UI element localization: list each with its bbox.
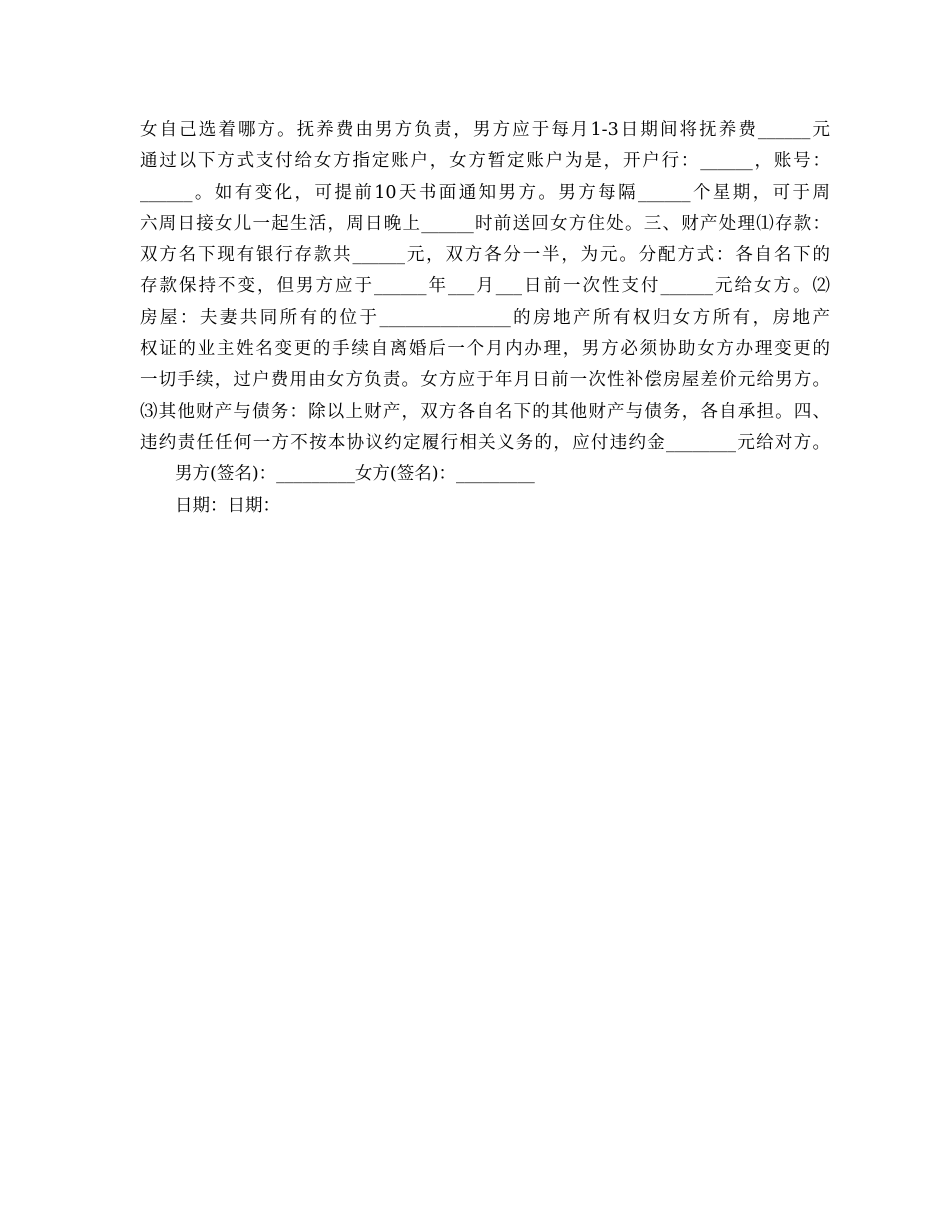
paragraph-line: 一切手续，过户费用由女方负责。女方应于年月日前一次性补偿房屋差价元给男方。 — [140, 370, 830, 391]
paragraph-line: 六周日接女儿一起生活，周日晚上______时前送回女方住处。三、财产处理⑴存款： — [140, 213, 830, 234]
paragraph-line: 存款保持不变，但男方应于______年___月___日前一次性支付______元给女方。⑵ — [140, 276, 830, 297]
paragraph-line: 违约责任任何一方不按本协议约定履行相关义务的，应付违约金________元给对方。 — [140, 432, 830, 453]
paragraph-line: ⑶其他财产与债务：除以上财产，双方各自名下的其他财产与债务，各自承担。四、 — [140, 401, 830, 422]
agreement-body — [140, 115, 830, 522]
paragraph-line: 通过以下方式支付给女方指定账户，女方暂定账户为是，开户行：______，账号： — [140, 151, 830, 172]
paragraph-line: ______。如有变化，可提前10天书面通知男方。男方每隔______个星期，可于周 — [140, 182, 830, 203]
date-line: 日期：日期： — [175, 495, 280, 516]
paragraph-line: 权证的业主姓名变更的手续自离婚后一个月内办理，男方必须协助女方办理变更的 — [140, 339, 830, 360]
paragraph-line: 双方名下现有银行存款共______元，双方各分一半，为元。分配方式：各自名下的 — [140, 245, 830, 266]
paragraph-line: 女自己选着哪方。抚养费由男方负责，男方应于每月1-3日期间将抚养费______元 — [140, 120, 830, 140]
signature-line: 男方(签名)：_________女方(签名)：_________ — [175, 464, 535, 485]
paragraph-line: 房屋：夫妻共同所有的位于_______________的房地产所有权归女方所有，房地产 — [140, 307, 830, 328]
